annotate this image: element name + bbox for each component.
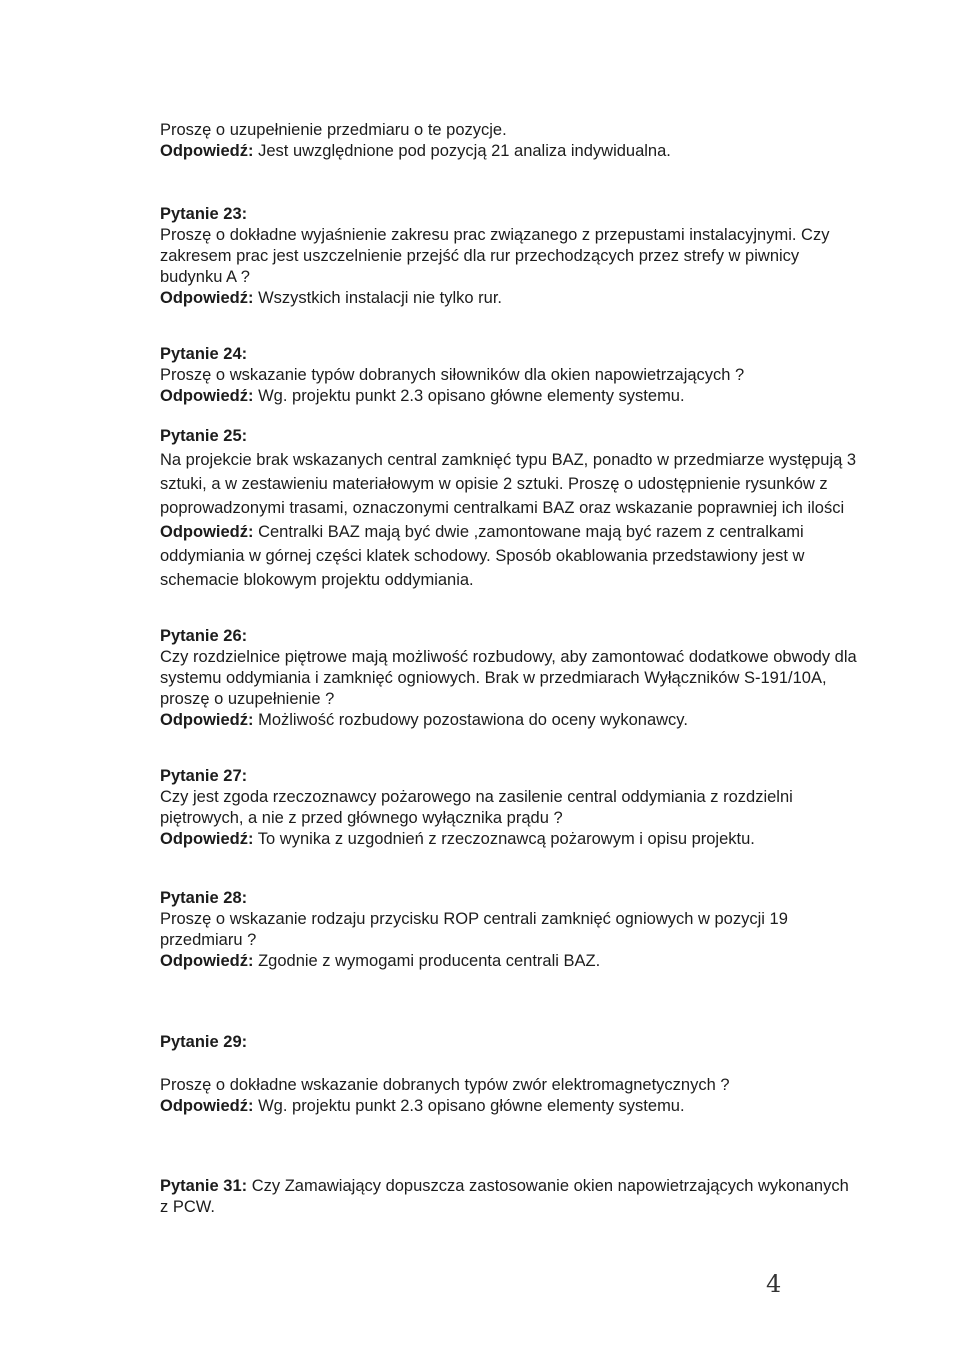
question-24: [160, 344, 860, 407]
question-answer: [160, 951, 860, 972]
question-answer: [160, 710, 860, 731]
question-23: [160, 204, 860, 309]
question-title: Pytanie 29:: [160, 1033, 248, 1051]
question-text: Na projekcie brak wskazanych central zamknięć typu BAZ, ponadto w przedmiarze występują 3 sztuki, a w zestawieniu materiałowym w opisie 2 sztuki. Proszę o udostępnienie rysunków z poprowadzonymi trasami, oznaczonymi centralkami BAZ oraz wskazanie poprawniej ich ilości: [160, 451, 857, 517]
answer-label: Odpowiedź:: [160, 142, 254, 160]
answer-text: Zgodnie z wymogami producenta centrali BAZ.: [258, 952, 601, 970]
question-26: [160, 626, 860, 731]
answer-text: Wg. projektu punkt 2.3 opisano główne elementy systemu.: [258, 387, 685, 405]
answer-text: Centralki BAZ mają być dwie ,zamontowane mają być razem z centralkami oddymiania w górnej części klatek schodowy. Sposób okablowania przedstawiony jest w schemacie blokowym projektu oddymiania.: [160, 523, 805, 589]
question-text: Proszę o wskazanie rodzaju przycisku ROP centrali zamknięć ogniowych w pozycji 19 przedmiaru ?: [160, 910, 788, 949]
question-title: Pytanie 25:: [160, 427, 248, 445]
question-31: [160, 1176, 860, 1218]
question-answer: [160, 386, 860, 407]
question-answer: [160, 288, 860, 309]
question-title: Pytanie 27:: [160, 767, 248, 785]
page-number: 4: [766, 1270, 782, 1298]
answer-label: Odpowiedź:: [160, 952, 254, 970]
question-28: [160, 888, 860, 972]
question-text: Proszę o dokładne wyjaśnienie zakresu prac związanego z przepustami instalacyjnymi. Czy zakresem prac jest uszczelnienie przejść dla rur przechodzących przez strefy w piwnicy budynku A ?: [160, 226, 830, 286]
question-27: [160, 766, 860, 850]
question-title: Pytanie 31:: [160, 1177, 248, 1195]
answer-text: Wszystkich instalacji nie tylko rur.: [258, 289, 502, 307]
question-text: Czy Zamawiający dopuszcza zastosowanie okien napowietrzających wykonanych z PCW.: [160, 1177, 849, 1216]
answer-text: Wg. projektu punkt 2.3 opisano główne elementy systemu.: [258, 1097, 685, 1115]
question-title: Pytanie 28:: [160, 889, 248, 907]
question-answer: [160, 1096, 860, 1117]
intro-text: Proszę o uzupełnienie przedmiaru o te pozycje.: [160, 121, 507, 139]
question-answer: [160, 520, 860, 592]
question-text: Proszę o wskazanie typów dobranych siłowników dla okien napowietrzających ?: [160, 366, 745, 384]
intro-block: [160, 120, 860, 162]
intro-answer: [160, 141, 860, 162]
question-answer: [160, 829, 860, 850]
answer-label: Odpowiedź:: [160, 523, 254, 541]
question-text: Czy jest zgoda rzeczoznawcy pożarowego na zasilenie central oddymiania z rozdzielni piętrowych, a nie z przed głównego wyłącznika prądu ?: [160, 788, 793, 827]
answer-text: Jest uwzględnione pod pozycją 21 analiza indywidualna.: [258, 142, 671, 160]
question-title: Pytanie 24:: [160, 345, 248, 363]
answer-label: Odpowiedź:: [160, 830, 254, 848]
answer-text: To wynika z uzgodnień z rzeczoznawcą pożarowym i opisu projektu.: [257, 830, 755, 848]
answer-label: Odpowiedź:: [160, 289, 254, 307]
answer-label: Odpowiedź:: [160, 711, 254, 729]
question-text: Proszę o dokładne wskazanie dobranych typów zwór elektromagnetycznych ?: [160, 1076, 730, 1094]
question-title: Pytanie 26:: [160, 627, 248, 645]
question-25: [160, 424, 860, 592]
answer-label: Odpowiedź:: [160, 387, 254, 405]
question-text: Czy rozdzielnice piętrowe mają możliwość rozbudowy, aby zamontować dodatkowe obwody dla systemu oddymiania i zamknięć ogniowych. Brak w przedmiarach Wyłączników S-191/10A, proszę o uzupełnienie ?: [160, 648, 857, 708]
question-line: [160, 1176, 860, 1218]
question-title: Pytanie 23:: [160, 205, 248, 223]
answer-label: Odpowiedź:: [160, 1097, 254, 1115]
question-29: [160, 1032, 860, 1117]
answer-text: Możliwość rozbudowy pozostawiona do oceny wykonawcy.: [258, 711, 688, 729]
